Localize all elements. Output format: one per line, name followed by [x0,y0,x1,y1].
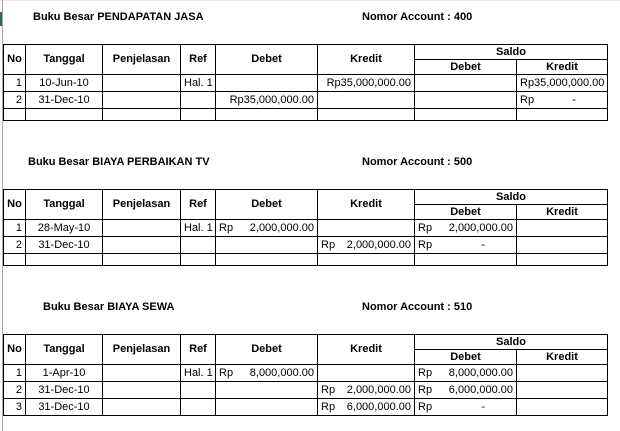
cell-debet[interactable] [216,254,318,266]
cell-saldo-debet[interactable] [415,220,517,237]
cell-penjelasan[interactable] [103,254,181,266]
cell-no[interactable] [4,254,26,266]
col-header-debet[interactable]: Debet [216,45,318,75]
cell-penjelasan[interactable] [103,365,181,382]
accounting-amount [321,384,411,397]
table-row [4,92,608,109]
empty-row [4,109,608,121]
cell-saldo-debet[interactable] [415,399,517,416]
cell-no[interactable]: 2 [4,382,26,399]
cell-penjelasan[interactable] [103,109,181,121]
currency-prefix: Rp [418,221,433,234]
cell-no[interactable]: 2 [4,92,26,109]
cell-saldo-kredit[interactable] [517,109,608,121]
col-header-saldo-kredit[interactable]: Kredit [517,60,608,75]
cell-saldo-kredit[interactable] [517,254,608,266]
cell-saldo-debet[interactable] [415,237,517,254]
cell-penjelasan[interactable] [103,382,181,399]
currency-prefix: Rp [418,383,433,396]
cell-saldo-debet[interactable] [415,254,517,266]
table-row [4,75,608,92]
cell-saldo-debet[interactable] [415,92,517,109]
cell-ref[interactable] [181,237,216,254]
zero-dash: - [481,238,485,251]
cell-no[interactable]: 1 [4,75,26,92]
accounting-amount [219,222,314,235]
col-header-tanggal[interactable]: Tanggal [26,190,103,220]
cell-saldo-kredit[interactable] [517,399,608,416]
cell-debet[interactable] [216,237,318,254]
cell-saldo-kredit[interactable] [517,365,608,382]
currency-prefix: Rp [321,400,336,413]
empty-row [4,254,608,266]
cell-debet[interactable]: Rp35,000,000.00 [216,92,318,109]
table-row [4,382,608,399]
col-header-ref[interactable]: Ref [181,190,216,220]
ledger-title[interactable]: Buku Besar BIAYA PERBAIKAN TV [28,156,210,168]
window-top-edge [0,0,620,1]
col-header-ref[interactable]: Ref [181,45,216,75]
cell-no[interactable]: 3 [4,399,26,416]
currency-prefix: Rp [219,221,234,234]
amount-value: 6,000,000.00 [448,383,513,396]
col-header-no[interactable]: No [4,190,26,220]
col-header-penjelasan[interactable]: Penjelasan [103,190,181,220]
cell-kredit[interactable] [318,254,415,266]
cell-tanggal[interactable] [26,254,103,266]
cell-kredit[interactable] [318,92,415,109]
col-header-saldo-kredit[interactable]: Kredit [517,350,608,365]
cell-debet[interactable] [216,75,318,92]
accounting-amount [418,239,513,252]
cell-saldo-kredit[interactable]: Rp35,000,000.00 [517,75,608,92]
ledger-title-row [0,10,620,24]
accounting-amount [520,94,604,107]
amount-value: 2,000,000.00 [346,383,411,396]
cell-saldo-kredit[interactable] [517,92,608,109]
table-row [4,237,608,254]
col-header-kredit[interactable]: Kredit [318,335,415,365]
cell-ref[interactable]: Hal. 1 [181,75,216,92]
ledger-table [3,189,608,266]
cell-debet[interactable] [216,365,318,382]
zero-dash: - [572,93,577,106]
cell-kredit[interactable] [318,220,415,237]
cell-kredit[interactable]: Rp35,000,000.00 [318,75,415,92]
ledger-title-row [0,155,620,169]
cell-saldo-debet[interactable] [415,75,517,92]
cell-ref[interactable] [181,254,216,266]
cell-tanggal[interactable]: 31-Dec-10 [26,399,103,416]
cell-kredit[interactable] [318,237,415,254]
cell-penjelasan[interactable] [103,75,181,92]
col-header-kredit[interactable]: Kredit [318,190,415,220]
amount-value: 2,000,000.00 [448,221,513,234]
currency-prefix: Rp [321,238,336,251]
accounting-amount [219,367,314,380]
cell-tanggal[interactable]: 10-Jun-10 [26,75,103,92]
table-row [4,365,608,382]
col-header-penjelasan[interactable]: Penjelasan [103,335,181,365]
cell-no[interactable]: 2 [4,237,26,254]
col-header-no[interactable]: No [4,45,26,75]
col-header-penjelasan[interactable]: Penjelasan [103,45,181,75]
cell-tanggal[interactable] [26,109,103,121]
col-header-saldo-kredit[interactable]: Kredit [517,205,608,220]
currency-prefix: Rp [520,93,535,106]
cell-saldo-debet[interactable] [415,365,517,382]
amount-value: 2,000,000.00 [249,221,314,234]
cell-ref[interactable] [181,382,216,399]
ledger-title[interactable]: Buku Besar BIAYA SEWA [43,301,175,313]
cell-ref[interactable] [181,109,216,121]
amount-value: 8,000,000.00 [448,366,513,379]
cell-saldo-kredit[interactable] [517,237,608,254]
cell-penjelasan[interactable] [103,220,181,237]
ledger-table [3,334,608,416]
col-header-saldo-debet[interactable]: Debet [415,205,517,220]
cell-debet[interactable] [216,382,318,399]
currency-prefix: Rp [418,238,433,251]
cell-tanggal[interactable]: 31-Dec-10 [26,382,103,399]
col-header-saldo-debet[interactable]: Debet [415,350,517,365]
currency-prefix: Rp [321,383,336,396]
cell-ref[interactable]: Hal. 1 [181,220,216,237]
cell-no[interactable]: 1 [4,365,26,382]
col-header-no[interactable]: No [4,335,26,365]
cell-debet[interactable] [216,399,318,416]
account-number-label[interactable]: Nomor Account : 510 [362,301,473,313]
col-group-saldo[interactable]: Saldo [415,190,608,205]
amount-value: 6,000,000.00 [346,400,411,413]
cell-tanggal[interactable]: 31-Dec-10 [26,237,103,254]
col-header-debet[interactable]: Debet [216,335,318,365]
cell-no[interactable] [4,109,26,121]
currency-prefix: Rp [418,400,433,413]
accounting-amount [418,222,513,235]
accounting-amount [321,239,411,252]
col-header-saldo-debet[interactable]: Debet [415,60,517,75]
ledger-title[interactable]: Buku Besar PENDAPATAN JASA [33,11,204,23]
cell-tanggal[interactable]: 1-Apr-10 [26,365,103,382]
amount-value: 2,000,000.00 [346,238,411,251]
accounting-amount [418,384,513,397]
col-header-debet[interactable]: Debet [216,190,318,220]
cell-tanggal[interactable]: 28-May-10 [26,220,103,237]
amount-value: 8,000,000.00 [249,366,314,379]
cell-penjelasan[interactable] [103,92,181,109]
cell-no[interactable]: 1 [4,220,26,237]
account-number-label[interactable]: Nomor Account : 500 [362,156,473,168]
cell-debet[interactable] [216,220,318,237]
cell-kredit[interactable] [318,365,415,382]
cell-ref[interactable] [181,399,216,416]
cell-debet[interactable] [216,109,318,121]
cell-saldo-debet[interactable] [415,109,517,121]
cell-kredit[interactable] [318,109,415,121]
ledger-title-row [0,300,620,314]
cell-tanggal[interactable]: 31-Dec-10 [26,92,103,109]
table-row [4,399,608,416]
col-header-kredit[interactable]: Kredit [318,45,415,75]
cell-kredit[interactable] [318,399,415,416]
col-group-saldo[interactable]: Saldo [415,335,608,350]
cell-ref[interactable] [181,92,216,109]
col-header-tanggal[interactable]: Tanggal [26,45,103,75]
table-row [4,220,608,237]
currency-prefix: Rp [219,366,234,379]
cell-kredit[interactable] [318,382,415,399]
cell-ref[interactable]: Hal. 1 [181,365,216,382]
ledger-table [3,44,608,121]
col-header-tanggal[interactable]: Tanggal [26,335,103,365]
accounting-amount [321,401,411,414]
account-number-label[interactable]: Nomor Account : 400 [362,11,473,23]
cell-penjelasan[interactable] [103,399,181,416]
col-group-saldo[interactable]: Saldo [415,45,608,60]
currency-prefix: Rp [418,366,433,379]
col-header-ref[interactable]: Ref [181,335,216,365]
cell-saldo-debet[interactable] [415,382,517,399]
accounting-amount [418,367,513,380]
cell-saldo-kredit[interactable] [517,220,608,237]
zero-dash: - [481,400,485,413]
accounting-amount [418,401,513,414]
cell-saldo-kredit[interactable] [517,382,608,399]
cell-penjelasan[interactable] [103,237,181,254]
